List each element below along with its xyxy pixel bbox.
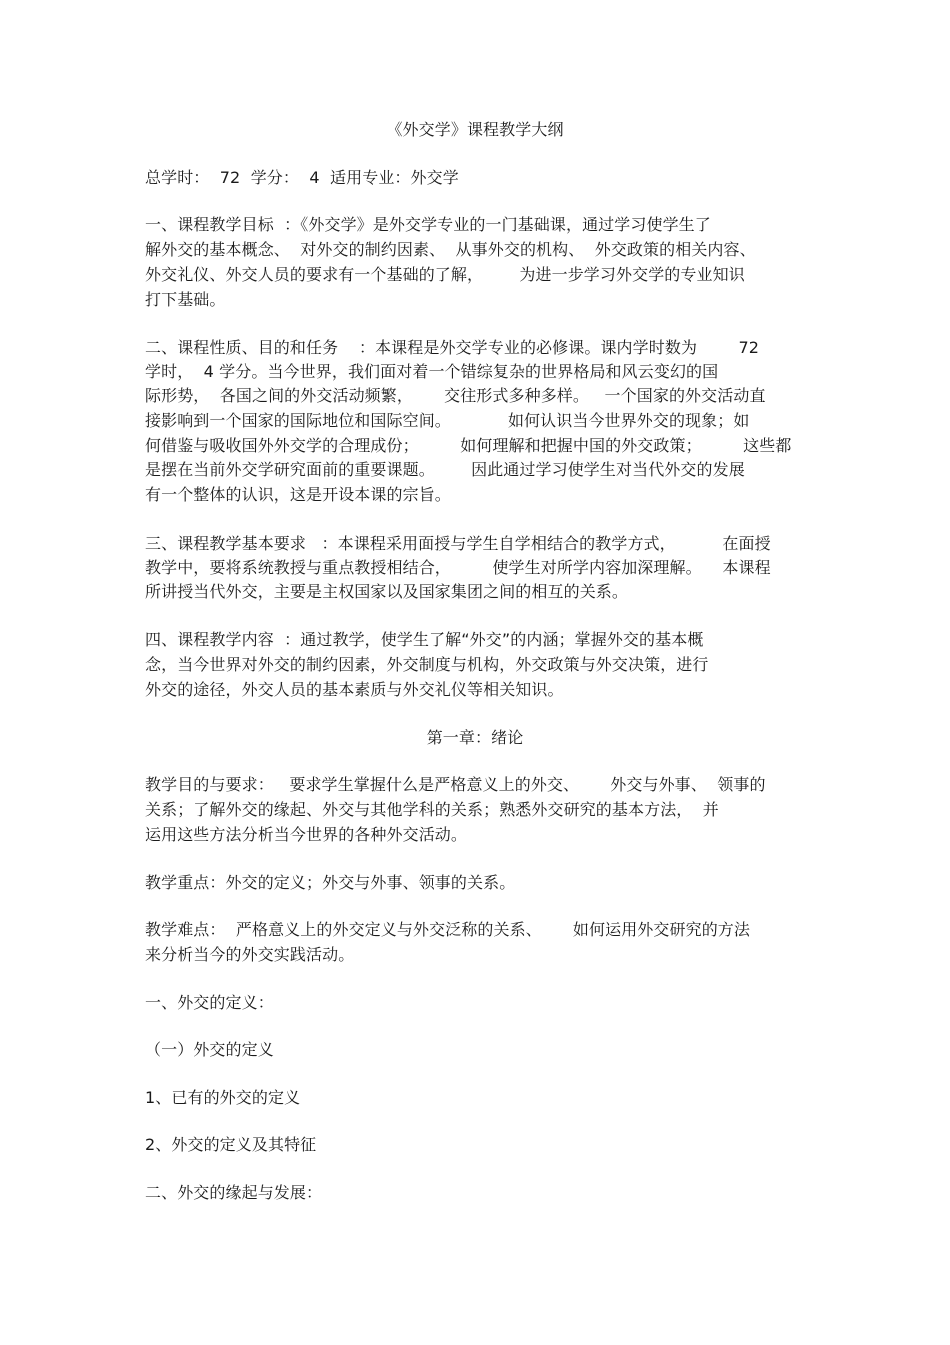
paragraph-line: 来分析当今的外交实践活动。 <box>145 945 355 964</box>
paragraph-line: 运用这些方法分析当今世界的各种外交活动。 <box>145 825 468 844</box>
paragraph-line: 教学中，要将系统教授与重点教授相结合， 使学生对所学内容加深理解。 本课程 <box>145 558 771 577</box>
paragraph-line: 学时， 4 学分。当今世界，我们面对着一个错综复杂的世界格局和风云变幻的国 <box>145 362 719 381</box>
paragraph-line: 打下基础。 <box>145 290 226 309</box>
paragraph-line: 外交的途径，外交人员的基本素质与外交礼仪等相关知识。 <box>145 680 564 699</box>
paragraph-line: 外交礼仪、外交人员的要求有一个基础的了解， 为进一步学习外交学的专业知识 <box>145 265 745 284</box>
paragraph-line: 教学难点： 严格意义上的外交定义与外交泛称的关系、 如何运用外交研究的方法 <box>145 920 750 939</box>
paragraph-line: 有一个整体的认识，这是开设本课的宗旨。 <box>145 485 451 504</box>
paragraph-line: 三、课程教学基本要求 ：本课程采用面授与学生自学相结合的教学方式， 在面授 <box>145 534 771 553</box>
paragraph-line: 是摆在当前外交学研究面前的重要课题。 因此通过学习使学生对当代外交的发展 <box>145 460 745 479</box>
outline-item: 1、已有的外交的定义 <box>145 1088 301 1107</box>
paragraph-line: 一、课程教学目标 ：《外交学》是外交学专业的一门基础课，通过学习使学生了 <box>145 215 711 234</box>
paragraph-line: 四、课程教学内容 ：通过教学，使学生了解“外交”的内涵；掌握外交的基本概 <box>145 630 704 649</box>
paragraph-line: 解外交的基本概念、 对外交的制约因素、 从事外交的机构、 外交政策的相关内容、 <box>145 240 756 259</box>
teaching-keypoints: 教学重点：外交的定义；外交与外事、领事的关系。 <box>145 873 516 892</box>
outline-item: （一）外交的定义 <box>145 1040 274 1059</box>
outline-item: 一、外交的定义： <box>145 993 274 1012</box>
chapter-heading: 第一章：绪论 <box>426 728 524 747</box>
paragraph-line: 何借鉴与吸收国外外交学的合理成份； 如何理解和把握中国的外交政策； 这些都 <box>145 436 792 455</box>
paragraph-line: 际形势， 各国之间的外交活动频繁， 交往形式多种多样。 一个国家的外交活动直 <box>145 386 766 405</box>
paragraph-line: 教学目的与要求： 要求学生掌握什么是严格意义上的外交、 外交与外事、 领事的 <box>145 775 766 794</box>
outline-item: 二、外交的缘起与发展： <box>145 1183 323 1202</box>
paragraph-line: 二、课程性质、目的和任务 ：本课程是外交学专业的必修课。课内学时数为 72 <box>145 338 760 357</box>
document-title: 《外交学》课程教学大纲 <box>386 120 564 139</box>
outline-item: 2、外交的定义及其特征 <box>145 1135 317 1154</box>
paragraph-line: 关系；了解外交的缘起、外交与其他学科的关系；熟悉外交研究的基本方法， 并 <box>145 800 719 819</box>
course-meta: 总学时： 72 学分： 4 适用专业：外交学 <box>145 168 459 187</box>
paragraph-line: 念，当今世界对外交的制约因素，外交制度与机构，外交政策与外交决策，进行 <box>145 655 709 674</box>
paragraph-line: 接影响到一个国家的国际地位和国际空间。 如何认识当今世界外交的现象；如 <box>145 411 750 430</box>
paragraph-line: 所讲授当代外交，主要是主权国家以及国家集团之间的相互的关系。 <box>145 582 629 601</box>
